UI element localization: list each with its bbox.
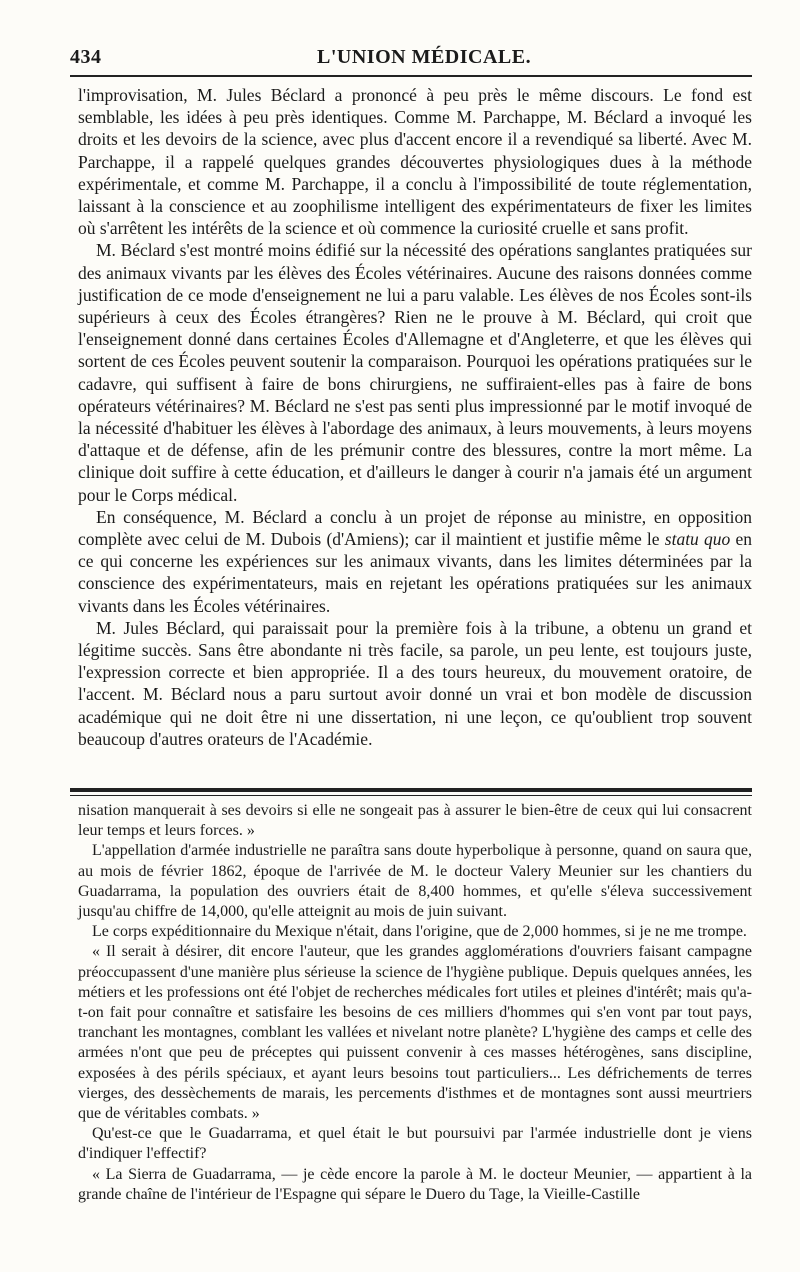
paragraph-2: M. Béclard s'est montré moins édifié sur la nécessité des opérations sanglantes pratiquées sur des animaux vivants par les élèves des Écoles vétérinaires. Aucune des raisons données comme justification de ce mode d'enseignement ne lui a paru valable. Les élèves de nos Écoles sont-ils supérieurs à ceux des Écoles étrangères? Rien ne le prouve à M. Béclard, qui croit que l'enseignement donné dans certaines Écoles d'Allemagne et d'Angleterre, et que les élèves qui sortent de ces Écoles peuvent soutenir la comparaison. Pourquoi les opérations pratiquées sur le cadavre, qui suffisent à faire de bons chirurgiens, ne suffiraient-elles pas à faire de bons opérateurs vétérinaires? M. Béclard ne s'est pas senti plus impressionné par le motif invoqué de la nécessité d'habituer les élèves à l'abordage des animaux, à leurs mouvements, à leurs moyens d'attaque et de défense, afin de les prémunir contre des blessures, contre la mort même. La clinique doit suffire à cette éducation, et d'ailleurs le danger à courir n'a jamais été un argument pour le Corps médical. (78, 240, 752, 505)
feuilleton-paragraph-2: L'appellation d'armée industrielle ne paraîtra sans doute hyperbolique à personne, quand on saura que, au mois de février 1862, époque de l'arrivée de M. le docteur Valery Meunier sur les chantiers du Guadarrama, la population des ouvriers était de 8,400 hommes, et qu'elle s'éleva successivement jusqu'au chiffre de 14,000, qu'elle atteignit au mois de juin suivant. (78, 842, 752, 921)
page-number: 434 (70, 46, 102, 68)
feuilleton-paragraph-4: « Il serait à désirer, dit encore l'auteur, que les grandes agglomérations d'ouvriers faisant campagne préoccupassent d'une manière plus sérieuse la science de l'hygiène publique. Depuis quelques années, les métiers et les professions ont été l'objet de recherches médicales fort utiles et pleines d'intérêt; mais qu'a-t-on fait pour connaître et satisfaire les besoins de ces milliers d'hommes qui s'en vont par tout pays, tranchant les montagnes, comblant les vallées et nivelant notre planète? L'hygiène des camps et celle des armées n'ont que peu de préceptes qui puissent convenir à ces masses hétérogènes, sans discipline, exposées à des périls spéciaux, et ayant leurs besoins tout particuliers... Les défrichements de terres vierges, des dessèchements de marais, les percements d'isthmes et de montagnes sont aussi meurtriers que de véritables combats. » (78, 943, 752, 1123)
paragraph-3-before: En conséquence, M. Béclard a conclu à un projet de réponse au ministre, en opposition complète avec celui de M. Dubois (d'Amiens); car il maintient et justifie même le (78, 506, 752, 550)
main-article-text (78, 84, 752, 750)
paragraph-4: M. Jules Béclard, qui paraissait pour la première fois à la tribune, a obtenu un grand et légitime succès. Sans être abondante ni très facile, sa parole, un peu lente, est toujours juste, l'expression correcte et bien appropriée. Il a des tours heureux, du mouvement oratoire, de l'accent. M. Béclard nous a paru surtout avoir donné un vrai et bon modèle de discussion académique qui ne doit être ni une dissertation, ni une leçon, ce qu'oublient trop souvent beaucoup d'autres orateurs de l'Académie. (78, 617, 752, 749)
statu-quo-emphasis: statu quo (664, 529, 731, 550)
paragraph-3 (78, 506, 752, 617)
journal-title: L'UNION MÉDICALE. (317, 46, 532, 68)
header-rule (70, 75, 752, 77)
feuilleton-paragraph-1: nisation manquerait à ses devoirs si elle ne songeait pas à assurer le bien-être de ceux qui lui consacrent leur temps et leurs forces. » (78, 802, 752, 840)
feuilleton-text (78, 801, 752, 1205)
feuilleton-paragraph-6: « La Sierra de Guadarrama, — je cède encore la parole à M. le docteur Meunier, — appartient à la grande chaîne de l'intérieur de l'Espagne qui sépare le Duero du Tage, la Vieille-Castille (78, 1165, 752, 1203)
feuilleton-separator-thin (70, 795, 752, 796)
paragraph-3-after: en ce qui concerne les expériences sur les animaux vivants, dans les limites déterminées par la conscience des expérimentateurs, mais en rejetant les opérations pratiquées sur les animaux vivants dans les Écoles vétérinaires. (78, 529, 752, 616)
feuilleton-paragraph-5: Qu'est-ce que le Guadarrama, et quel était le but poursuivi par l'armée industrielle dont je viens d'indiquer l'effectif? (78, 1125, 752, 1163)
paragraph-1: l'improvisation, M. Jules Béclard a prononcé à peu près le même discours. Le fond est semblable, les idées à peu près identiques. Comme M. Parchappe, M. Béclard a invoqué les droits et les devoirs de la science, avec plus d'accent encore il a revendiqué sa liberté. Avec M. Parchappe, il a rappelé quelques grandes découvertes physiologiques dues à la méthode expérimentale, et comme M. Parchappe, il a conclu à l'impossibilité de toute réglementation, laissant à la conscience et au zoophilisme intelligent des expérimentateurs de fixer les limites où s'arrêtent les intérêts de la science et où commence la curiosité cruelle et sans profit. (78, 85, 752, 239)
page-header (70, 44, 752, 74)
feuilleton-paragraph-3: Le corps expéditionnaire du Mexique n'était, dans l'origine, que de 2,000 hommes, si je ne me trompe. (92, 923, 747, 941)
feuilleton-separator-thick (70, 788, 752, 792)
